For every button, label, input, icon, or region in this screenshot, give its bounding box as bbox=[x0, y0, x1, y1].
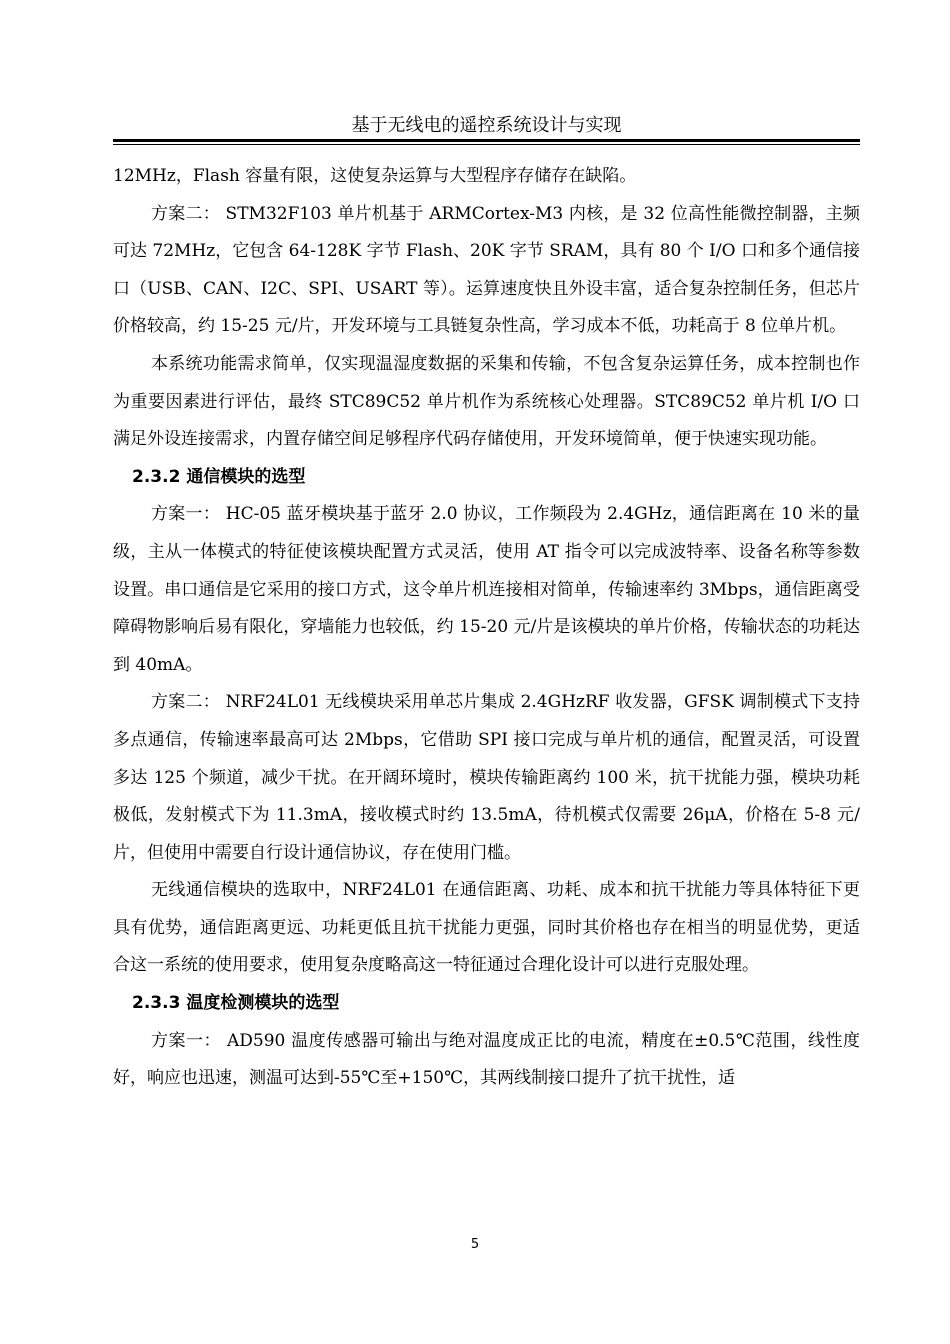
section-heading-comm-module: 2.3.2 通信模块的选型 bbox=[132, 466, 306, 487]
paragraph-nrf24l01: 方案二： NRF24L01 无线模块采用单芯片集成 2.4GHzRF 收发器，GFSK 调制模式下支持多点通信，传输速率最高可达 2Mbps，它借助 SPI 接口完成与单片机的通信，配置灵活，可设置多达 125 个频道，减少干扰。在开阔环境时，模块传输距离约 100 米，抗干扰能力强，模块功耗极低，发射模式下为 11.3mA，接收模式时约 13.5mA，待机模式仅需要 26μA，价格在 5-8 元/片，但使用中需要自行设计通信协议，存在使用门槛。 bbox=[113, 692, 860, 863]
header-rule-thick bbox=[113, 139, 860, 142]
header-rule-thin bbox=[113, 144, 860, 145]
paragraph-hc05: 方案一： HC-05 蓝牙模块基于蓝牙 2.0 协议，工作频段为 2.4GHz，通信距离在 10 米的量级，主从一体模式的特征使该模块配置方式灵活，使用 AT 指令可以完成波特率、设备名称等参数设置。串口通信是它采用的接口方式，这令单片机连接相对简单，传输速率约 3Mbps，通信距离受障碍物影响后易有限化，穿墙能力也较低，约 15-20 元/片是该模块的单片价格，传输状态的功耗达到 40mA。 bbox=[113, 504, 860, 675]
paragraph-stm32: 方案二： STM32F103 单片机基于 ARMCortex-M3 内核，是 32 位高性能微控制器，主频可达 72MHz，它包含 64-128K 字节 Flash、20K 字节 SRAM，具有 80 个 I/O 口和多个通信接口（USB、CAN、I2C、SPI、USART 等）。运算速度快且外设丰富，适合复杂控制任务，但芯片价格较高，约 15-25 元/片，开发环境与工具链复杂性高，学习成本不低，功耗高于 8 位单片机。 bbox=[113, 203, 860, 337]
page-header-title: 基于无线电的遥控系统设计与实现 bbox=[351, 115, 622, 136]
page-body bbox=[113, 158, 860, 1098]
paragraph-ad590: 方案一： AD590 温度传感器可输出与绝对温度成正比的电流，精度在±0.5℃范围，线性度好，响应也迅速，测温可达到-55℃至+150℃，其两线制接口提升了抗干扰性，适 bbox=[113, 1030, 860, 1089]
paragraph-comm-decision: 无线通信模块的选取中，NRF24L01 在通信距离、功耗、成本和抗干扰能力等具体特征下更具有优势，通信距离更远、功耗更低且抗干扰能力更强，同时其价格也存在相当的明显优势，更适合这一系统的使用要求，使用复杂度略高这一特征通过合理化设计可以进行克服处理。 bbox=[113, 880, 860, 976]
page-number: 5 bbox=[470, 1237, 480, 1252]
paragraph-continued: 12MHz，Flash 容量有限，这使复杂运算与大型程序存储存在缺陷。 bbox=[113, 166, 637, 186]
paragraph-mcu-decision: 本系统功能需求简单，仅实现温湿度数据的采集和传输，不包含复杂运算任务，成本控制也作为重要因素进行评估，最终 STC89C52 单片机作为系统核心处理器。STC89C52 单片机 I/O 口满足外设连接需求，内置存储空间足够程序代码存储使用，开发环境简单，便于快速实现功能。 bbox=[113, 353, 860, 450]
section-heading-temp-module: 2.3.3 温度检测模块的选型 bbox=[132, 993, 340, 1014]
